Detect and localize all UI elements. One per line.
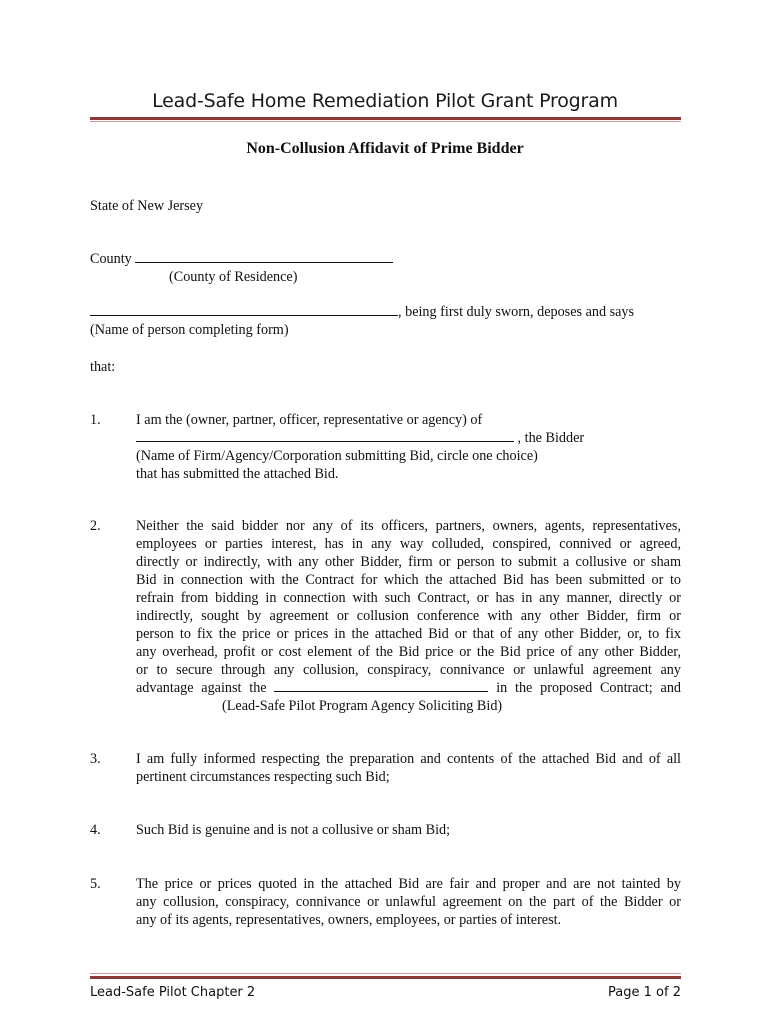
county-label: County — [90, 251, 132, 267]
item-text-5 — [136, 875, 681, 929]
footer-rule — [90, 976, 681, 979]
item-2-line-2: employees or parties interest, has in any way colluded, conspired, connived or agreed, — [136, 536, 681, 552]
state-label: State of New Jersey — [90, 198, 204, 214]
agency-caption: (Lead-Safe Pilot Program Agency Soliciting Bid) — [222, 698, 503, 714]
item-1-line-1: I am the (owner, partner, officer, representative or agency) of — [136, 412, 483, 428]
item-2-line-5: refrain from bidding in connection with such Contract, or has in any manner, directly or — [136, 590, 681, 606]
footer-rule-thin — [90, 973, 681, 974]
item-3-line-2: pertinent circumstances respecting such Bid; — [136, 769, 390, 785]
document-title: Non-Collusion Affidavit of Prime Bidder — [246, 140, 524, 157]
footer-page-number: Page 1 of 2 — [608, 985, 681, 1000]
firm-name-blank[interactable] — [136, 429, 514, 442]
item-text-4 — [136, 821, 681, 839]
sworn-text: , being first duly sworn, deposes and says — [398, 304, 635, 320]
item-1-line-2 — [136, 429, 681, 447]
bidder-text: , the Bidder — [517, 430, 585, 446]
header-rule-thin — [90, 121, 681, 122]
item-2-line-7: person to fix the price or prices in the attached Bid or that of any other Bidder, or, to fix — [136, 626, 681, 642]
advantage-text: advantage against the — [136, 680, 267, 696]
item-5-line-2: any collusion, conspiracy, connivance or unlawful agreement on the part of the Bidder or — [136, 894, 681, 910]
item-2-line-9: or to secure through any collusion, conspiracy, connivance or unlawful agreement any — [136, 662, 681, 678]
item-number-2: 2. — [90, 518, 101, 534]
proposed-contract-text: in the proposed Contract; and — [496, 680, 682, 696]
name-caption: (Name of person completing form) — [90, 322, 289, 338]
item-2-line-3: directly or indirectly, with any other Bidder, firm or person to submit a collusive or sham — [136, 554, 681, 570]
item-number-1: 1. — [90, 412, 101, 428]
item-number-3: 3. — [90, 751, 101, 767]
item-number-4: 4. — [90, 822, 101, 838]
item-text-3 — [136, 750, 681, 786]
county-caption: (County of Residence) — [169, 269, 298, 285]
item-5-line-1: The price or prices quoted in the attached Bid are fair and proper and are not tainted by — [136, 876, 681, 892]
county-blank[interactable] — [135, 250, 393, 263]
item-4-line-1: Such Bid is genuine and is not a collusive or sham Bid; — [136, 822, 451, 838]
item-2-line-4: Bid in connection with the Contract for which the attached Bid has been submitted or to — [136, 572, 681, 588]
item-1-line-3: (Name of Firm/Agency/Corporation submitting Bid, circle one choice) — [136, 448, 538, 464]
name-blank[interactable] — [90, 303, 398, 316]
program-header-title: Lead-Safe Home Remediation Pilot Grant Program — [152, 90, 618, 112]
item-2-line-1: Neither the said bidder nor any of its officers, partners, owners, agents, representatives, — [136, 518, 681, 534]
county-line — [90, 250, 393, 268]
item-1-line-4: that has submitted the attached Bid. — [136, 466, 339, 482]
item-5-line-3: any of its agents, representatives, owners, employees, or parties of interest. — [136, 912, 562, 928]
item-2-line-6: indirectly, sought by agreement or collusion conference with any other Bidder, firm or — [136, 608, 681, 624]
item-3-line-1: I am fully informed respecting the preparation and contents of the attached Bid and of all — [136, 751, 681, 767]
sworn-line — [90, 303, 634, 321]
that-label: that: — [90, 359, 116, 375]
header-rule — [90, 117, 681, 120]
item-text-2 — [136, 517, 681, 715]
item-2-line-10 — [136, 679, 681, 697]
item-2-line-8: any overhead, profit or cost element of the Bid price or the Bid price of any other Bidder, — [136, 644, 681, 660]
item-text-1 — [136, 411, 681, 483]
item-number-5: 5. — [90, 876, 101, 892]
footer-chapter: Lead-Safe Pilot Chapter 2 — [90, 985, 256, 1000]
agency-blank[interactable] — [274, 679, 488, 692]
